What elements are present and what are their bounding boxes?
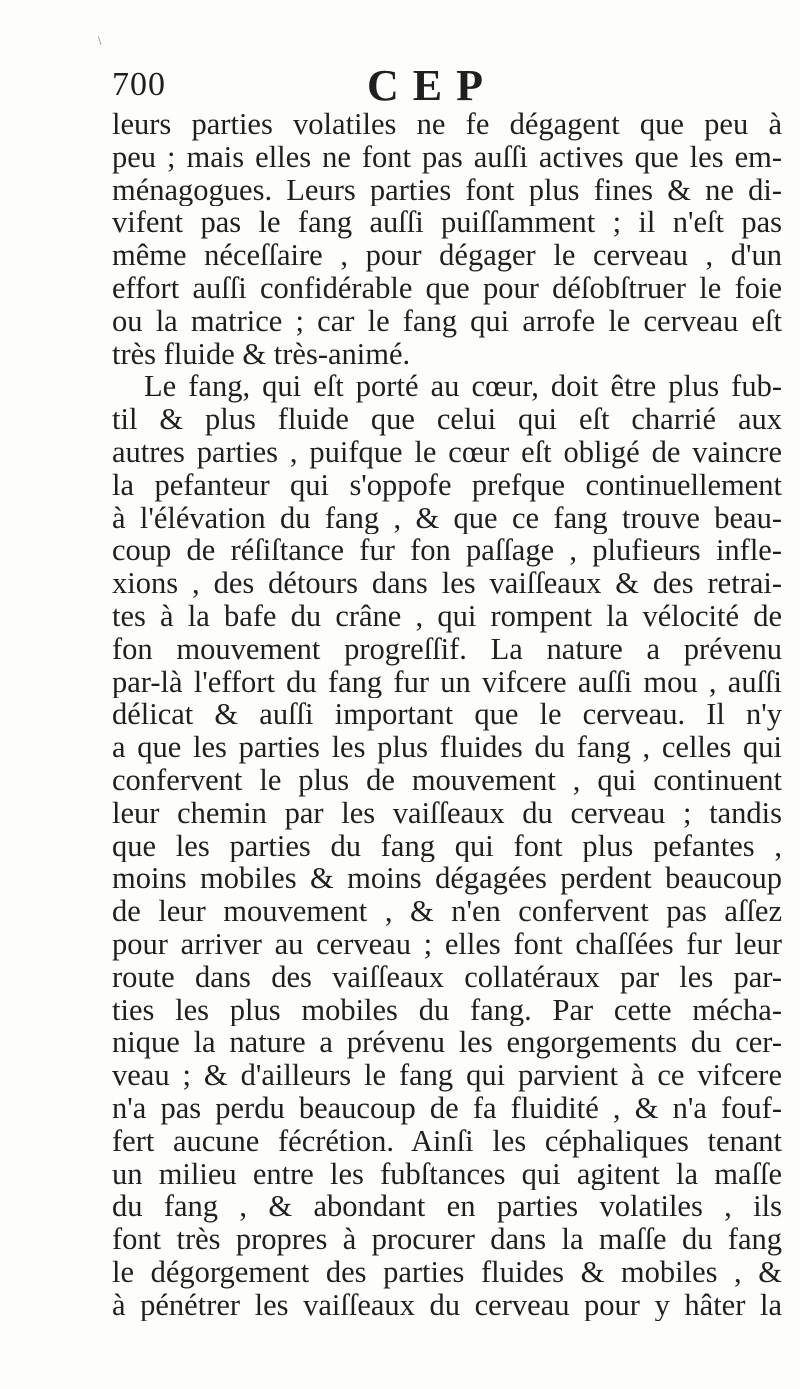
text-line: nique la nature a prévenu les engorgements du cer- <box>112 1026 782 1060</box>
text-line: pour arriver au cerveau ; elles font chaſſées fur leur <box>112 927 782 961</box>
text-line: de leur mouvement , & n'en confervent pas aſſez <box>112 895 782 928</box>
text-line: leurs parties volatiles ne fe dégagent que peu à <box>112 108 782 141</box>
text-line: font très propres à procurer dans la maſſe du fang <box>112 1223 782 1256</box>
text-line: à l'élévation du fang , & que ce fang trouve beau- <box>112 501 782 535</box>
text-line: le dégorgement des parties fluides & mobiles , & <box>112 1255 782 1289</box>
text-line: confervent le plus de mouvement , qui continuent <box>112 763 782 797</box>
text-line: peu ; mais elles ne font pas auſſi actives que les em- <box>112 140 782 174</box>
text-line: la pefanteur qui s'oppofe prefque continuellement <box>112 468 782 502</box>
text-line: vifent pas le fang auſſi puiſſamment ; il n'eſt pas <box>112 206 782 240</box>
text-line: du fang , & abondant en parties volatiles , ils <box>112 1190 782 1224</box>
text-line: leur chemin par les vaiſſeaux du cerveau ; tandis <box>112 796 782 830</box>
text-line: n'a pas perdu beaucoup de fa fluidité , & n'a fouf- <box>112 1091 782 1125</box>
text-line: fon mouvement progreſſif. La nature a prévenu <box>112 632 782 666</box>
stray-mark: \ <box>98 36 102 47</box>
text-line: à pénétrer les vaiſſeaux du cerveau pour y hâter la <box>112 1288 782 1322</box>
text-line: moins mobiles & moins dégagées perdent beaucoup <box>112 862 782 896</box>
text-line: même néceſſaire , pour dégager le cerveau , d'un <box>112 239 782 272</box>
text-line: tes à la bafe du crâne , qui rompent la vélocité de <box>112 599 782 633</box>
text-line: délicat & auſſi important que le cerveau. Il n'y <box>112 698 782 732</box>
text-line: route dans des vaiſſeaux collatéraux par les par- <box>112 960 782 994</box>
body-text <box>112 108 782 1321</box>
text-line: fert aucune fécrétion. Ainſi les céphaliques tenant <box>112 1124 782 1158</box>
text-line: par-là l'effort du fang fur un vifcere auſſi mou , auſſi <box>112 665 782 699</box>
text-line: ou la matrice ; car le fang qui arrofe le cerveau eſt <box>112 304 782 338</box>
page-number: 700 <box>112 66 166 103</box>
text-line: til & plus fluide que celui qui eſt charrié aux <box>112 403 782 436</box>
text-line: un milieu entre les fubſtances qui agitent la maſſe <box>112 1157 782 1191</box>
text-line: très fluide & très-animé. <box>112 337 411 371</box>
text-line: xions , des détours dans les vaiſſeaux & des retrai- <box>112 567 782 600</box>
text-line: ties les plus mobiles du fang. Par cette mécha- <box>112 993 782 1027</box>
text-line: Le fang, qui eſt porté au cœur, doit être plus fub- <box>144 370 782 404</box>
text-line: veau ; & d'ailleurs le fang qui parvient à ce vifcere <box>112 1059 782 1092</box>
page-header <box>112 60 772 110</box>
text-line: effort auſſi confidérable que pour déſobſtruer le foie <box>112 271 782 305</box>
text-line: a que les parties les plus fluides du fang , celles qui <box>112 731 782 764</box>
text-line: coup de réſiſtance fur fon paſſage , plufieurs infle- <box>112 534 782 568</box>
text-line: ménagogues. Leurs parties font plus fines & ne di- <box>112 173 782 207</box>
text-line: que les parties du fang qui font plus pefantes , <box>112 829 782 863</box>
text-line: autres parties , puifque le cœur eſt obligé de vaincre <box>112 435 782 469</box>
running-head: CEP <box>367 61 497 110</box>
